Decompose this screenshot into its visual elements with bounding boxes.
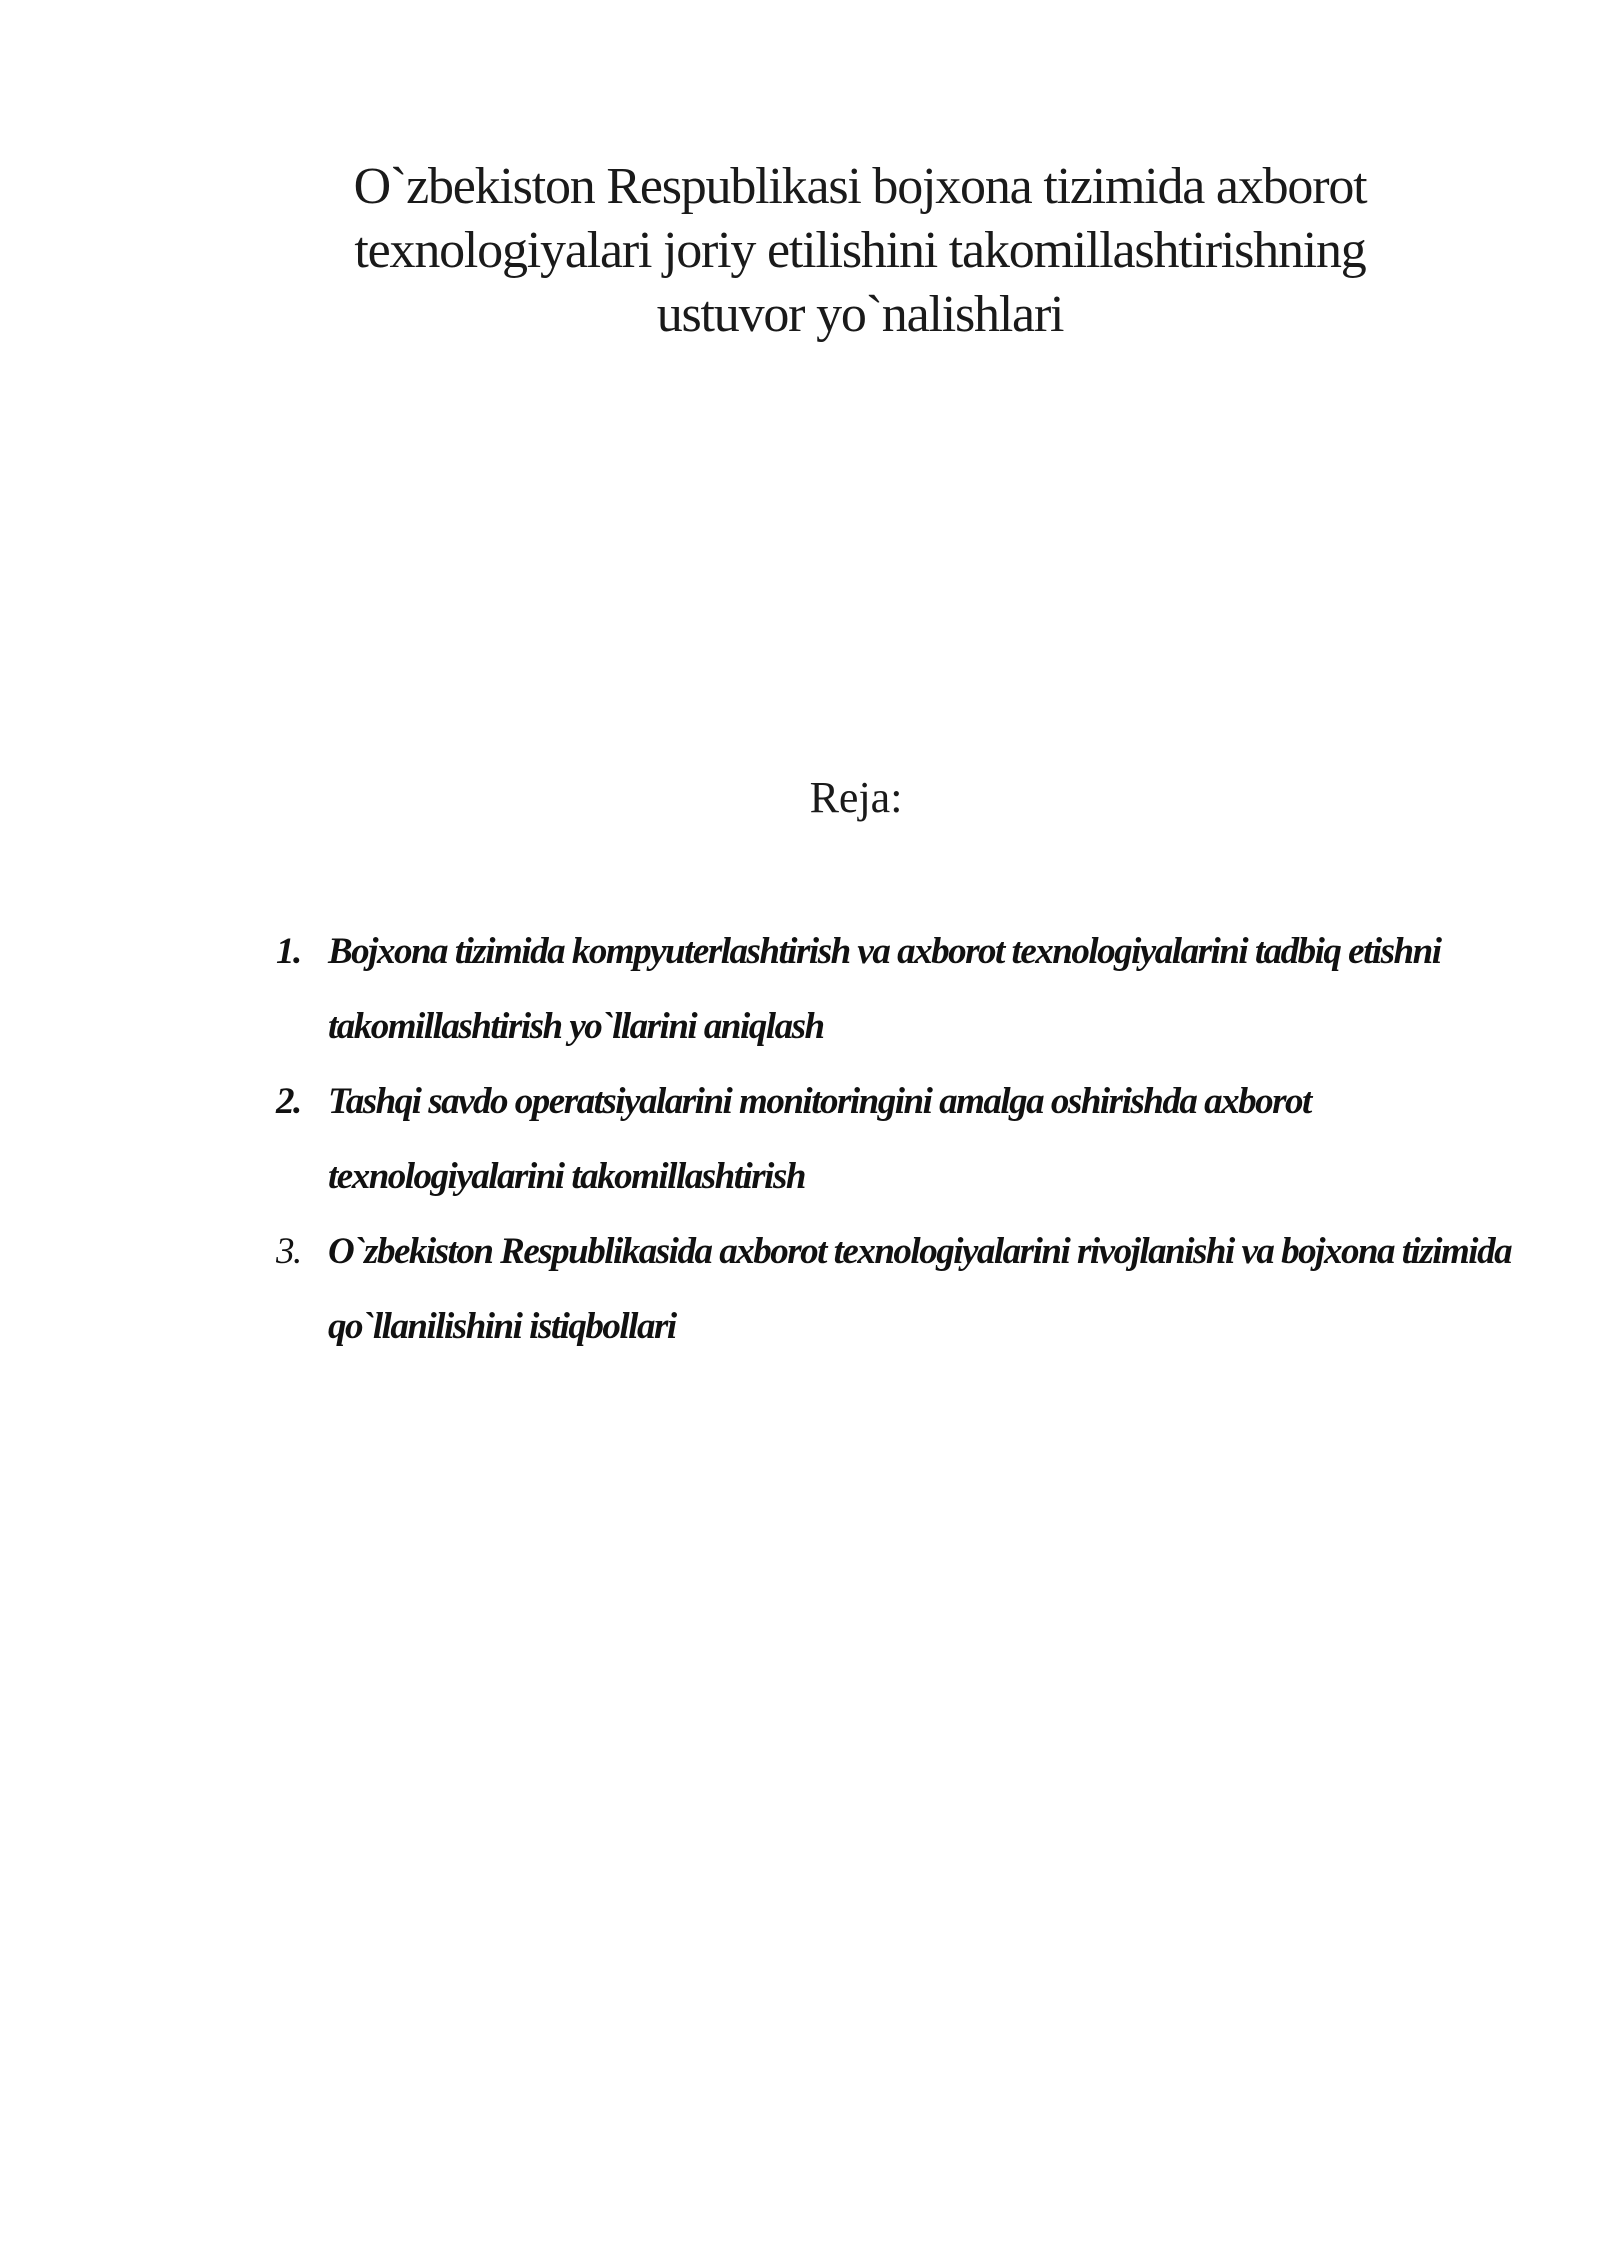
plan-item-number: 1. [276,931,301,972]
plan-item-text: Bojxona tizimida kompyuterlashtirish va axborot texnologiyalarini tadbiq etishni takomillashtirish yo`llarini aniqlash [328,931,1441,1047]
plan-item-2 [276,1064,1516,1214]
document-title: O`zbekiston Respublikasi bojxona tizimida axborot texnologiyalari joriy etilishini takomillashtirishning ustuvor yo`nalishlari [353,158,1367,343]
plan-item-3 [276,1214,1516,1364]
plan-heading: Reja: [809,773,903,822]
plan-list [276,914,1516,1364]
plan-item-text: O`zbekiston Respublikasida axborot texnologiyalarini rivojlanishi va bojxona tizimida qo`llanilishini istiqbollari [328,1231,1512,1347]
plan-item-number: 3. [276,1231,301,1272]
plan-item-1 [276,914,1516,1064]
plan-item-text: Tashqi savdo operatsiyalarini monitoringini amalga oshirishda axborot texnologiyalarini takomillashtirish [328,1081,1311,1197]
plan-item-number: 2. [276,1081,301,1122]
